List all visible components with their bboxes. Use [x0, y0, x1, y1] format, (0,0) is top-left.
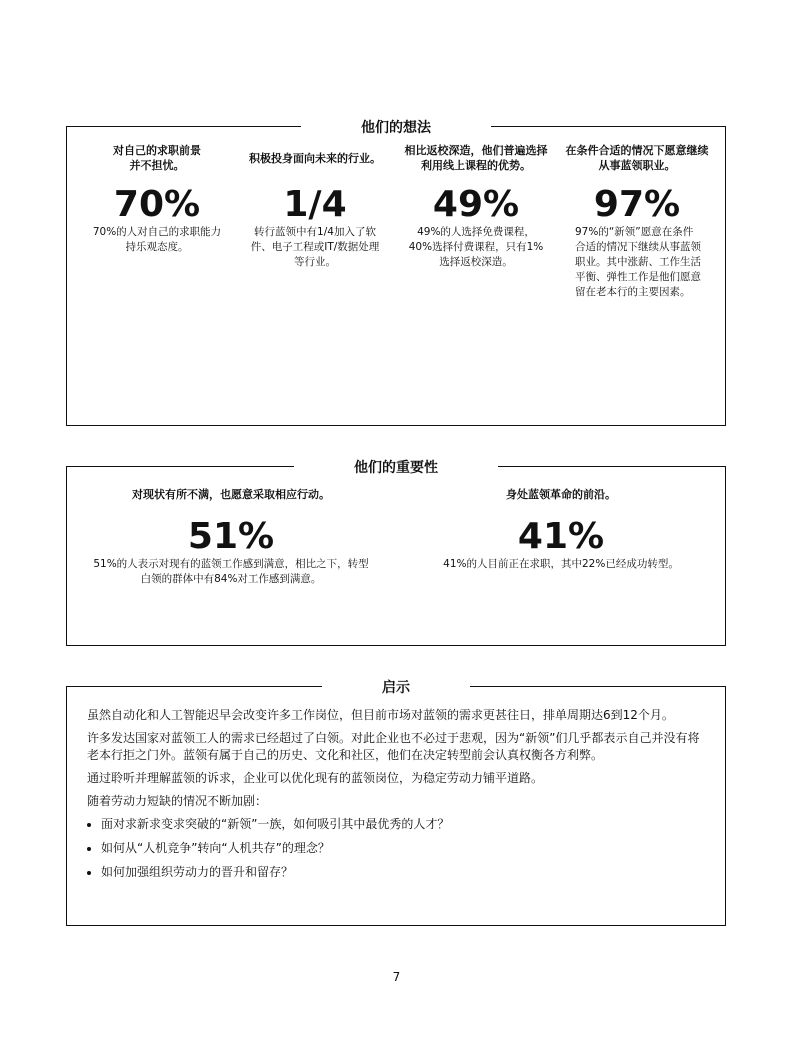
- stat-heading: 相比返校深造，他们普遍选择利用线上课程的优势。: [404, 144, 548, 172]
- stat-heading: 积极投身面向未来的行业。: [249, 151, 381, 165]
- stat-desc: 70%的人对自己的求职能力持乐观态度。: [92, 226, 222, 253]
- stat-card: [241, 143, 389, 270]
- list-item: • 面对求新求变求突破的“新领”一族，如何吸引其中最优秀的人才？: [101, 816, 707, 833]
- paragraph: 许多发达国家对蓝领工人的需求已经超过了白领。对此企业也不必过于悲观，因为“新领”们几乎都表示自己并没有将老本行拒之门外。蓝领有属于自己的历史、文化和社区，他们在决定转型前会认真权衡各方利弊。: [87, 731, 700, 762]
- stat-card: [81, 483, 381, 587]
- paragraph: 通过聆听并理解蓝领的诉求，企业可以优化现有的蓝领岗位，为稳定劳动力铺平道路。: [87, 771, 544, 785]
- stat-desc: 41%的人目前正在求职，其中22%已经成功转型。: [443, 558, 679, 570]
- stat-value: 41%: [517, 516, 605, 557]
- stat-heading: 在条件合适的情况下愿意继续从事蓝领职业。: [565, 144, 709, 172]
- importance-title: 他们的重要性: [294, 460, 498, 476]
- stat-value: 70%: [113, 184, 201, 225]
- stat-heading: 对自己的求职前景 并不担忧。: [113, 144, 201, 172]
- list-item: • 如何加强组织劳动力的晋升和留存？: [101, 864, 707, 881]
- stat-desc: 49%的人选择免费课程，40%选择付费课程，只有1%选择返校深造。: [408, 226, 544, 268]
- stat-desc: 51%的人表示对现有的蓝领工作感到满意，相比之下，转型白领的群体中有84%对工作感到满意。: [93, 558, 369, 585]
- list-item: • 如何从“人机竞争”转向“人机共存”的理念？: [101, 840, 707, 857]
- stat-heading: 身处蓝领革命的前沿。: [506, 487, 616, 501]
- stat-card: [411, 483, 711, 572]
- stat-value: 97%: [593, 184, 681, 225]
- stat-value: 51%: [187, 516, 275, 557]
- implications-title: 启示: [322, 680, 470, 696]
- stat-card: [563, 143, 711, 300]
- thoughts-title: 他们的想法: [301, 120, 491, 136]
- implications-box: [66, 680, 726, 926]
- question-list: [87, 816, 707, 881]
- thoughts-box: [66, 120, 726, 426]
- stat-value: 1/4: [283, 184, 347, 225]
- importance-box: [66, 460, 726, 646]
- stat-card: [85, 143, 229, 255]
- implications-body: [87, 707, 707, 888]
- paragraph: 随着劳动力短缺的情况不断加剧：: [87, 794, 268, 808]
- stat-value: 49%: [432, 184, 520, 225]
- stat-desc: 97%的“新领”愿意在条件合适的情况下继续从事蓝领职业。其中涨薪、工作生活平衡、弹性工作是他们愿意留在老本行的主要因素。: [575, 226, 701, 298]
- stat-heading: 对现状有所不满，也愿意采取相应行动。: [132, 487, 330, 501]
- paragraph: 虽然自动化和人工智能迟早会改变许多工作岗位，但目前市场对蓝领的需求更甚往日，排单周期达6到12个月。: [87, 708, 674, 722]
- stat-desc: 转行蓝领中有1/4加入了软件、电子工程或IT/数据处理等行业。: [250, 226, 380, 268]
- stat-card: [401, 143, 551, 270]
- page-number: 7: [392, 970, 401, 984]
